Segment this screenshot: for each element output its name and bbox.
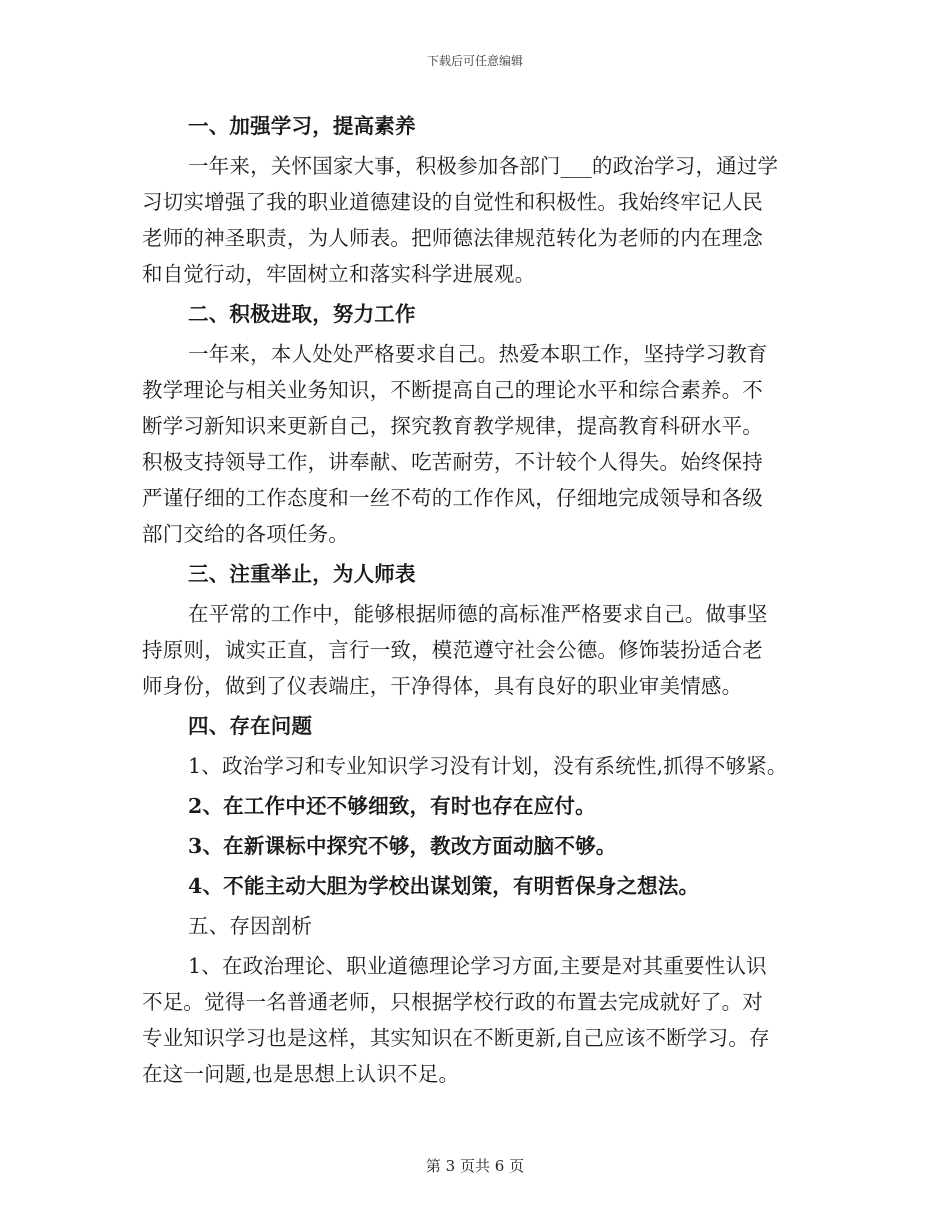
paragraph-line: 在平常的工作中，能够根据师德的高标准严格要求自己。做事坚 [188,602,768,626]
paragraph-line: 一年来，本人处处严格要求自己。热爱本职工作，坚持学习教育 [188,342,768,366]
paragraph [142,336,810,552]
paragraph [142,596,810,704]
paragraph-line: 部门交给的各项任务。 [142,522,349,546]
list-item: 2、在工作中还不够细致，有时也存在应付。 [188,794,596,818]
page-footer: 第 3 页共 6 页 [425,1157,525,1175]
paragraph-line: 一年来，关怀国家大事，积极参加各部门___的政治学习，通过学 [188,154,779,178]
paragraph-line: 师身份，做到了仪表端庄，干净得体，具有良好的职业审美情感。 [142,674,743,698]
paragraph-line: 严谨仔细的工作态度和一丝不苟的工作作风，仔细地完成领导和各级 [142,486,763,510]
paragraph-line: 在这一问题,也是思想上认识不足。 [142,1062,460,1086]
paragraph-line: 积极支持领导工作，讲奉献、吃苦耐劳，不计较个人得失。始终保持 [142,450,763,474]
section-heading: 一、加强学习，提高素养 [188,114,416,138]
paragraph-line: 持原则，诚实正直，言行一致，模范遵守社会公德。修饰装扮适合老 [142,638,763,662]
list-item: 1、政治学习和专业知识学习没有计划，没有系统性,抓得不够紧。 [188,754,788,778]
paragraph-line: 专业知识学习也是这样，其实知识在不断更新,自己应该不断学习。存 [142,1026,770,1050]
paragraph-line: 老师的神圣职责，为人师表。把师德法律规范转化为老师的内在理念 [142,226,763,250]
page-header: 下载后可任意编辑 [426,54,523,68]
paragraph-line: 习切实增强了我的职业道德建设的自觉性和积极性。我始终牢记人民 [142,190,763,214]
section-heading: 二、积极进取，努力工作 [188,302,416,326]
paragraph [142,148,810,292]
paragraph-line: 教学理论与相关业务知识，不断提高自己的理论水平和综合素养。不 [142,378,763,402]
list-item: 4、不能主动大胆为学校出谋划策，有明哲保身之想法。 [188,874,700,898]
document-body [142,108,810,1096]
paragraph-line: 不足。觉得一名普通老师，只根据学校行政的布置去完成就好了。对 [142,990,763,1014]
paragraph-line: 和自觉行动，牢固树立和落实科学进展观。 [142,262,536,286]
section-heading: 四、存在问题 [188,714,313,738]
paragraph-line: 断学习新知识来更新自己，探究教育教学规律，提高教育科研水平。 [142,414,763,438]
section-heading: 三、注重举止，为人师表 [188,562,416,586]
paragraph-line: 1、在政治理论、职业道德理论学习方面,主要是对其重要性认识 [188,954,767,978]
section-heading: 五、存因剖析 [188,914,313,938]
list-item: 3、在新课标中探究不够，教改方面动脑不够。 [188,834,617,858]
paragraph [142,948,810,1092]
